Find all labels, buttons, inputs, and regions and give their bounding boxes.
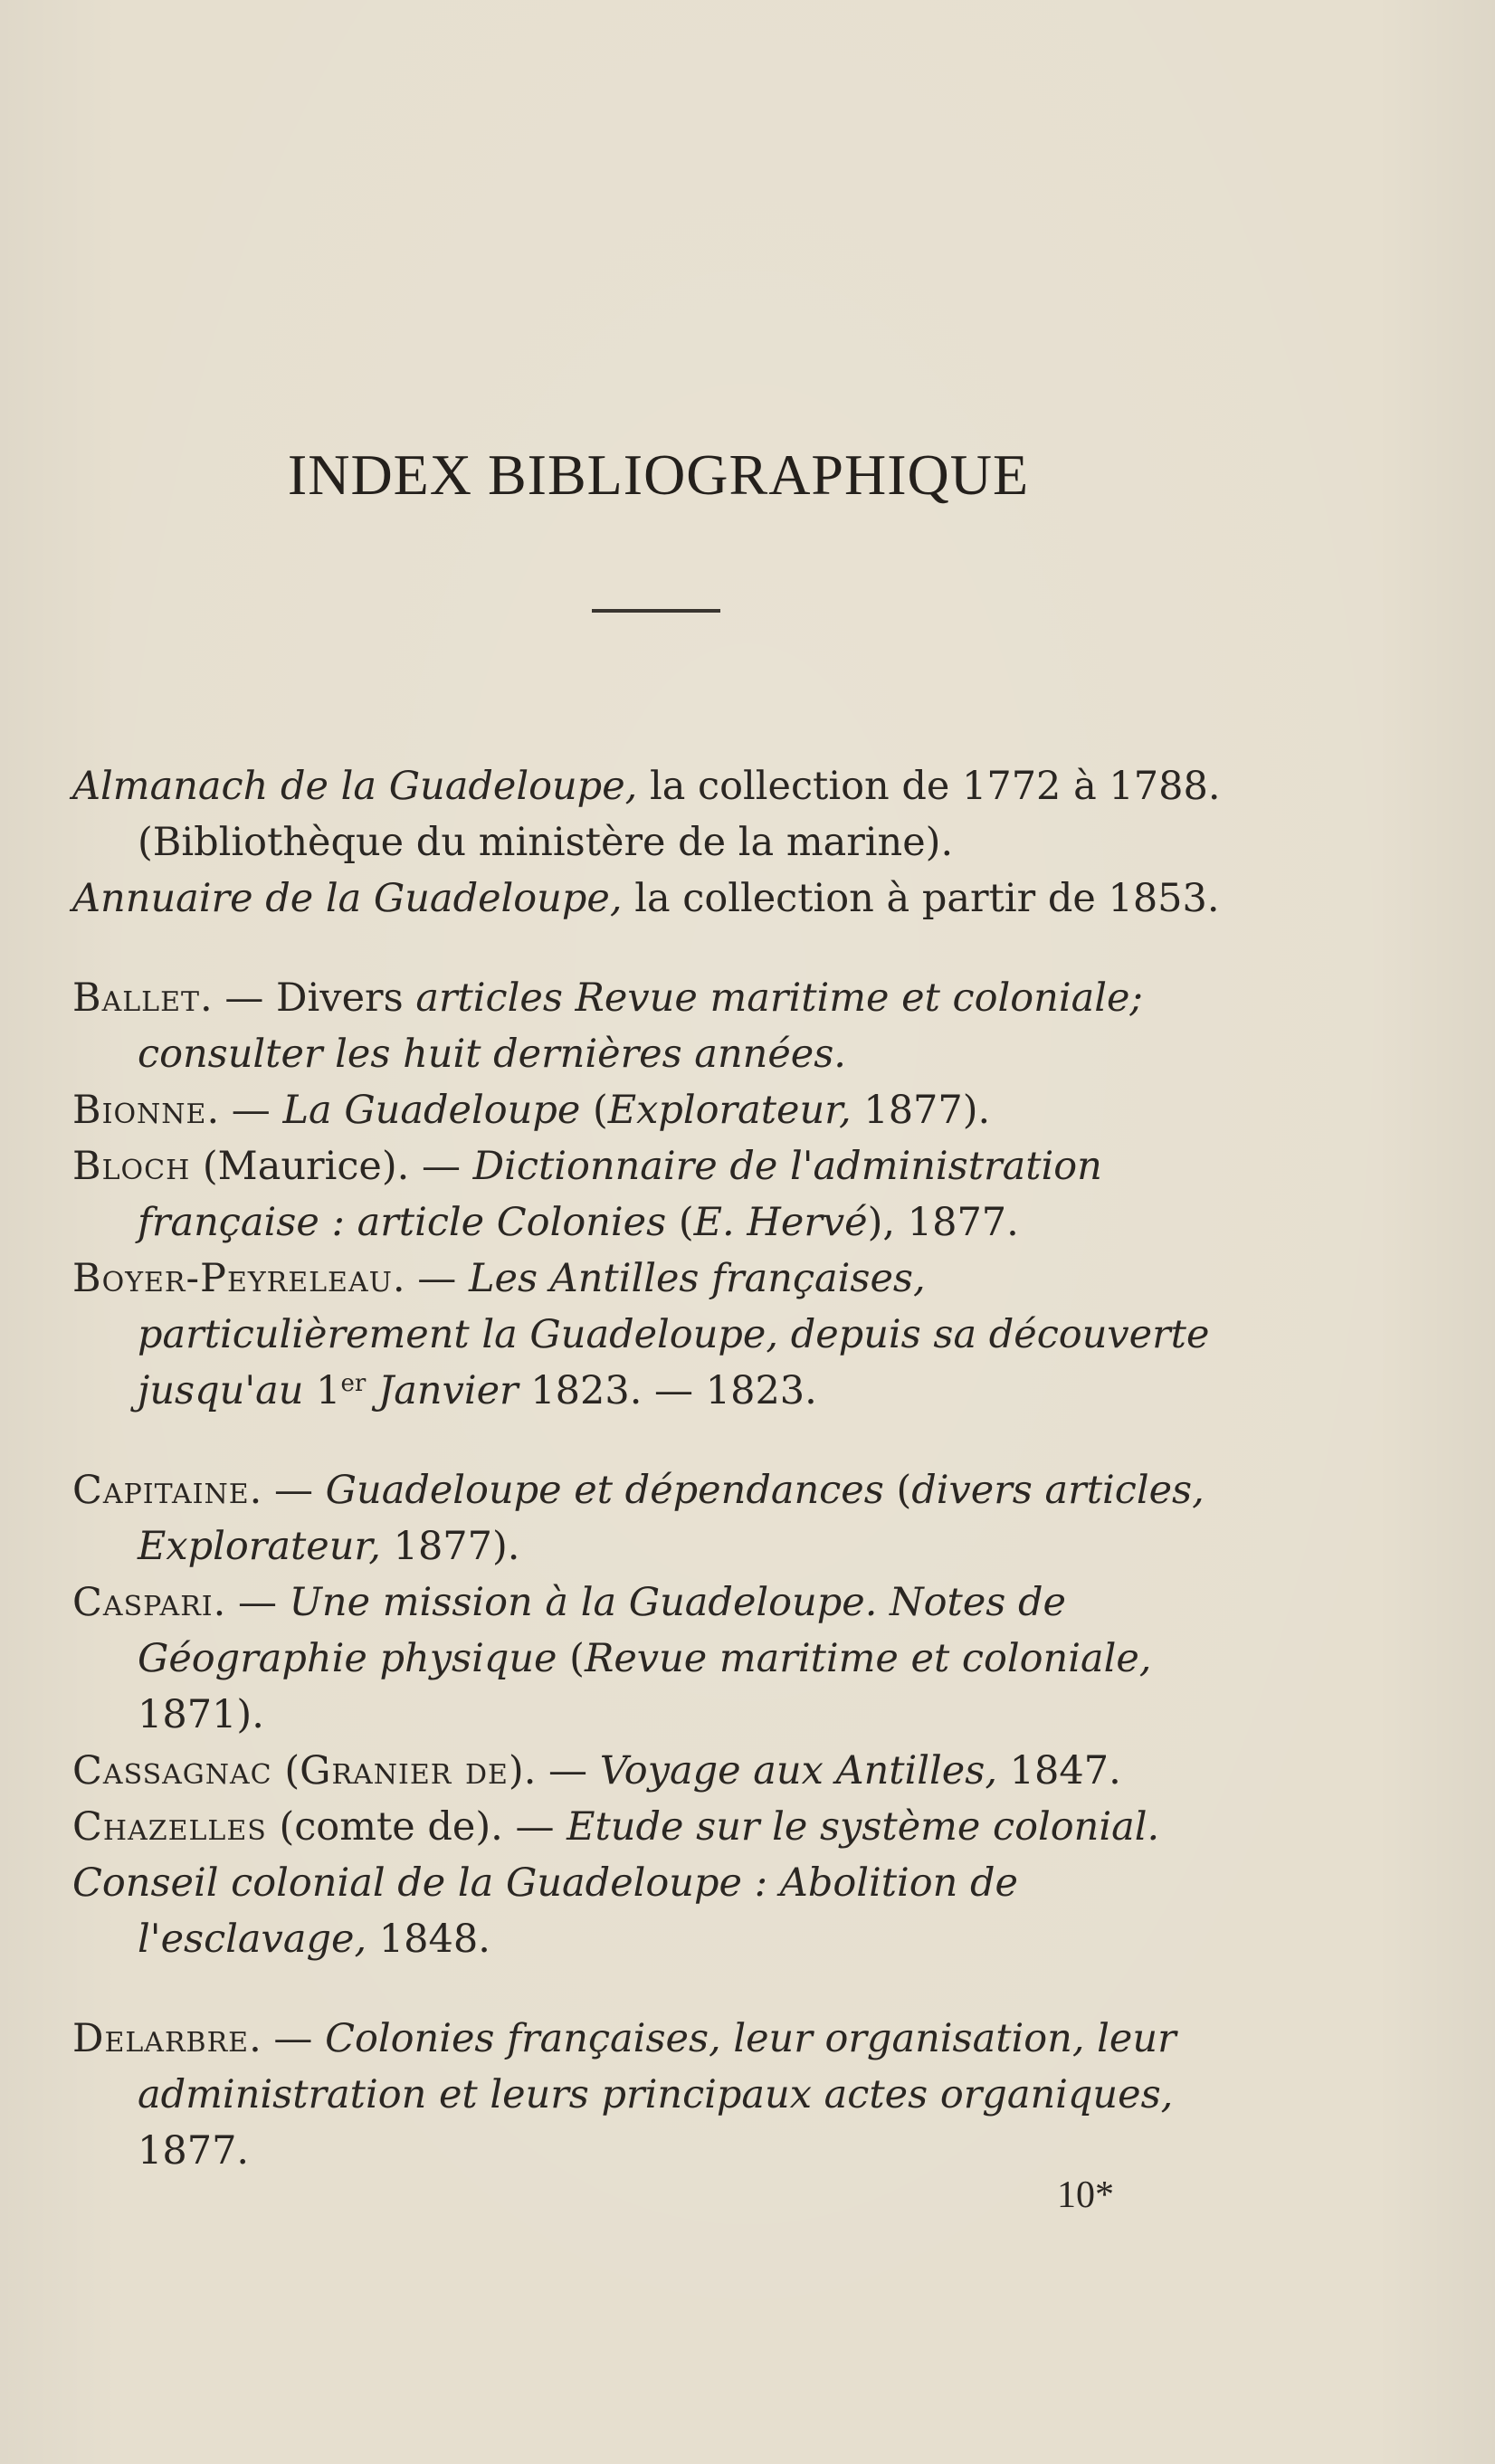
entry-day: 1 (303, 1368, 341, 1413)
bib-entry-bloch (72, 1138, 1231, 1251)
entry-author-suffix: (Maurice). — (190, 1144, 473, 1189)
entry-details: la collection de 1772 à 1788. (Bibliothèque du ministère de la marine). (138, 764, 1221, 865)
entry-details: 1877). (380, 1524, 520, 1569)
entry-work: Etude sur le système colonial. (567, 1804, 1160, 1850)
entry-separator: . — (213, 1580, 290, 1625)
bib-entry-annuaire (72, 870, 1231, 927)
bib-entry-delarbre (72, 2011, 1231, 2179)
bib-entry-almanach (72, 758, 1231, 870)
bibliography-list (72, 758, 1231, 2179)
bib-entry-capitaine (72, 1462, 1231, 1574)
title-rule (592, 609, 720, 613)
entry-author-particle: Granier de (300, 1748, 509, 1793)
entry-separator: ). — (508, 1748, 600, 1793)
entry-work: Les Antilles françaises, particulièrement la Guadeloupe, depuis sa découverte jusqu'au (138, 1256, 1210, 1413)
entry-paren-open: ( (557, 1636, 585, 1681)
entry-author: Bionne (72, 1088, 207, 1133)
entry-lead: Divers (276, 975, 416, 1021)
page-folio: 10* (1057, 2174, 1114, 2216)
entry-paren-open: ( (883, 1468, 912, 1513)
bib-entry-caspari (72, 1574, 1231, 1743)
entry-separator: . — (392, 1256, 469, 1301)
entry-author: Ballet (72, 975, 201, 1021)
entry-details: 1871). (138, 1692, 264, 1737)
entry-work-secondary: Janvier (366, 1368, 519, 1413)
entry-details: 1848. (367, 1917, 490, 1962)
entry-separator: . — (206, 1088, 283, 1133)
entry-work: Colonies françaises, leur organisation, leur administration et leurs principaux actes organiques, (138, 2016, 1176, 2117)
entry-work: Annuaire de la Guadeloupe, (72, 876, 623, 921)
entry-work-secondary: E. Hervé (693, 1200, 868, 1245)
entry-author-suffix: ( (271, 1748, 300, 1793)
entry-details: 1847. (996, 1748, 1121, 1793)
entry-author: Bloch (72, 1144, 191, 1189)
entry-author: Cassagnac (72, 1748, 272, 1793)
entry-author: Capitaine (72, 1468, 250, 1513)
entry-paren-open: ( (666, 1200, 694, 1245)
entry-author: Caspari (72, 1580, 214, 1625)
entry-work: Une mission à la Guadeloupe. Notes de Géographie physique (138, 1580, 1066, 1681)
entry-work: La Guadeloupe (282, 1088, 581, 1133)
bib-entry-chazelles (72, 1799, 1231, 1855)
entry-details: 1877). (851, 1088, 991, 1133)
entry-superscript: er (340, 1370, 367, 1397)
entry-work: Voyage aux Antilles, (599, 1748, 997, 1793)
entry-paren-open: ( (580, 1088, 608, 1133)
entry-work: Almanach de la Guadeloupe, (72, 764, 638, 809)
entry-details: la collection à partir de 1853. (622, 876, 1220, 921)
page-title: INDEX BIBLIOGRAPHIQUE (287, 442, 1030, 507)
entry-details: 1823. — 1823. (518, 1368, 817, 1413)
bib-entry-boyer-peyreleau (72, 1251, 1231, 1419)
entry-separator: . — (249, 1468, 326, 1513)
bib-entry-ballet (72, 970, 1231, 1082)
entry-author-suffix: (comte de). — (266, 1804, 567, 1850)
entry-work-secondary: Revue maritime et coloniale, (584, 1636, 1152, 1681)
bib-entry-conseil-colonial (72, 1855, 1231, 1967)
entry-work: Dictionnaire de l'administration française : article Colonies (138, 1144, 1102, 1245)
entry-author: Boyer-Peyreleau (72, 1256, 393, 1301)
entry-separator: . — (249, 2016, 326, 2061)
entry-work: Guadeloupe et dépendances (325, 1468, 884, 1513)
entry-work-secondary: divers articles, Explorateur, (138, 1468, 1205, 1569)
entry-details: 1877. (138, 2128, 250, 2174)
bib-entry-cassagnac (72, 1743, 1231, 1799)
bib-entry-bionne (72, 1082, 1231, 1138)
entry-work: Conseil colonial de la Guadeloupe : Abolition de l'esclavage, (72, 1860, 1018, 1962)
entry-work-secondary: Explorateur, (607, 1088, 852, 1133)
entry-author: Delarbre (72, 2016, 250, 2061)
entry-separator: . — (200, 975, 277, 1021)
entry-work: articles Revue maritime et coloniale; consulter les huit dernières années. (138, 975, 1143, 1077)
entry-details: ), 1877. (867, 1200, 1019, 1245)
entry-author: Chazelles (72, 1804, 267, 1850)
